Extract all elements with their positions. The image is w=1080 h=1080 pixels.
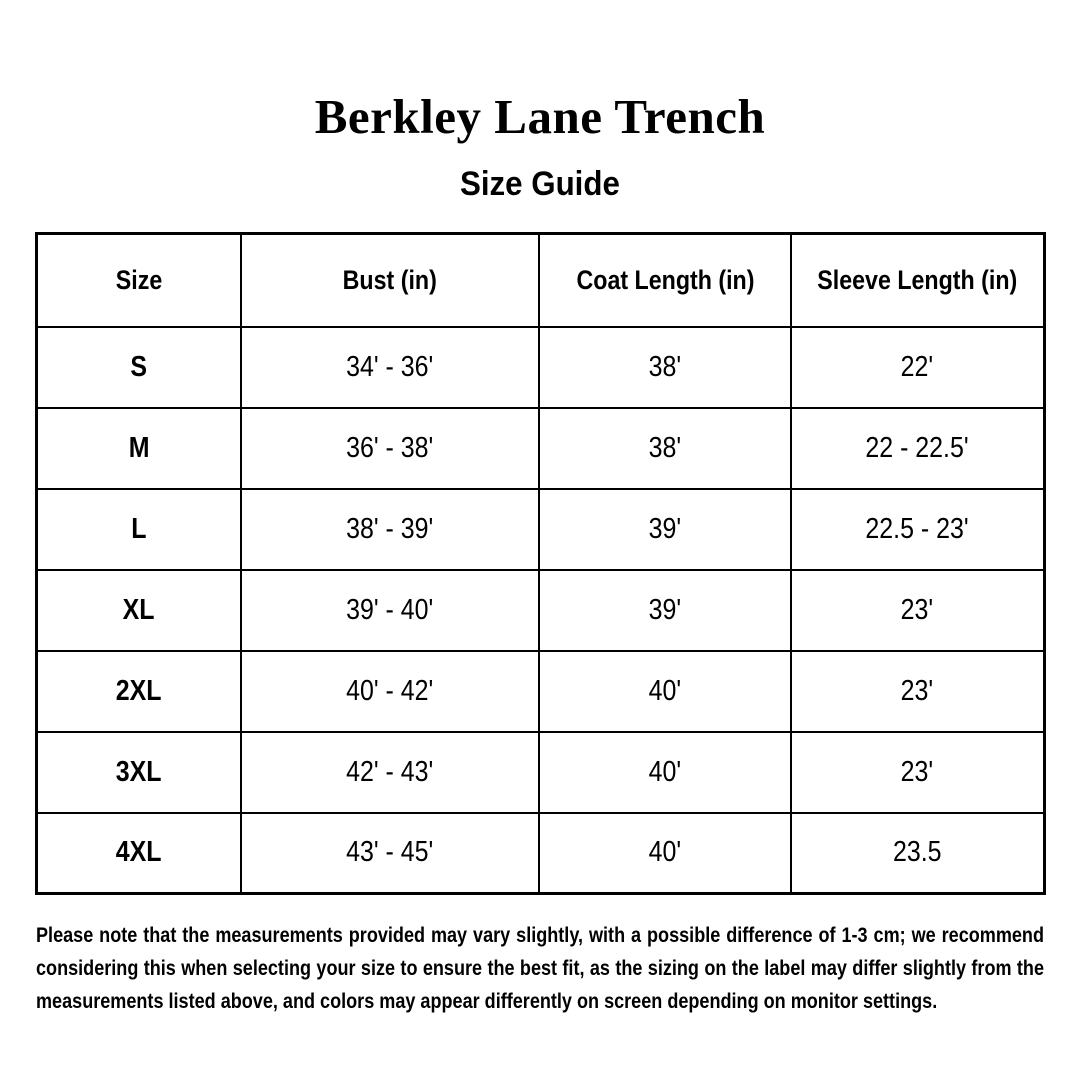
bust-value: 43' - 45'	[346, 836, 434, 869]
bust-cell	[241, 408, 539, 489]
footnote-section	[36, 919, 1044, 1018]
coat-length-value: 38'	[648, 431, 682, 464]
coat-length-cell	[539, 327, 791, 408]
bust-value: 36' - 38'	[346, 431, 434, 464]
sleeve-length-cell	[791, 327, 1044, 408]
coat-length-value: 39'	[648, 512, 682, 545]
size-guide-heading	[0, 167, 1080, 201]
sleeve-length-value: 22.5 - 23'	[865, 512, 969, 545]
sleeve-length-cell	[791, 408, 1044, 489]
size-value: XL	[122, 593, 155, 626]
size-cell	[36, 732, 241, 813]
column-header-size-label: Size	[115, 264, 162, 295]
bust-cell	[241, 570, 539, 651]
column-header-bust	[241, 234, 539, 327]
sleeve-length-cell	[791, 813, 1044, 894]
size-cell	[36, 651, 241, 732]
bust-value: 38' - 39'	[346, 512, 434, 545]
column-header-sleeve-length	[791, 234, 1044, 327]
column-header-coat-length-label: Coat Length (in)	[576, 264, 754, 295]
coat-length-value: 40'	[648, 674, 682, 707]
size-value: L	[131, 512, 147, 545]
size-value: 2XL	[115, 674, 162, 707]
bust-cell	[241, 489, 539, 570]
size-value: S	[130, 350, 148, 383]
coat-length-cell	[539, 570, 791, 651]
size-cell	[36, 570, 241, 651]
sleeve-length-cell	[791, 651, 1044, 732]
coat-length-value: 40'	[648, 755, 682, 788]
bust-value: 42' - 43'	[346, 755, 434, 788]
size-value: 4XL	[115, 836, 162, 869]
bust-cell	[241, 651, 539, 732]
coat-length-value: 40'	[648, 836, 682, 869]
product-title: Berkley Lane Trench	[314, 89, 766, 144]
sleeve-length-cell	[791, 732, 1044, 813]
sleeve-length-value: 23'	[900, 755, 934, 788]
bust-value: 40' - 42'	[346, 674, 434, 707]
coat-length-cell	[539, 732, 791, 813]
sleeve-length-cell	[791, 489, 1044, 570]
table-header-row	[36, 234, 1044, 327]
table-row-4xl	[36, 813, 1044, 894]
size-cell	[36, 408, 241, 489]
table-row-s	[36, 327, 1044, 408]
size-cell	[36, 813, 241, 894]
table-row-m	[36, 408, 1044, 489]
table-row-l	[36, 489, 1044, 570]
column-header-sleeve-length-label: Sleeve Length (in)	[817, 264, 1018, 295]
size-value: 3XL	[115, 755, 162, 788]
bust-cell	[241, 327, 539, 408]
bust-value: 34' - 36'	[346, 350, 434, 383]
coat-length-cell	[539, 651, 791, 732]
size-cell	[36, 327, 241, 408]
bust-cell	[241, 813, 539, 894]
coat-length-value: 38'	[648, 350, 682, 383]
sleeve-length-cell	[791, 570, 1044, 651]
footnote-text: Please note that the measurements provided may vary slightly, with a possible difference of 1-3 cm; we recommend considering this when selecting your size to ensure the best fit, as the sizing on the label may differ slightly from the measurements listed above, and colors may appear differently on screen depending on monitor settings.	[36, 923, 1044, 1013]
coat-length-cell	[539, 408, 791, 489]
column-header-coat-length	[539, 234, 791, 327]
coat-length-cell	[539, 813, 791, 894]
sleeve-length-value: 22'	[900, 350, 934, 383]
sleeve-length-value: 23'	[900, 674, 934, 707]
coat-length-cell	[539, 489, 791, 570]
size-cell	[36, 489, 241, 570]
size-guide-heading-text: Size Guide	[460, 165, 620, 203]
size-table	[35, 232, 1046, 895]
table-row-2xl	[36, 651, 1044, 732]
size-value: M	[128, 431, 150, 464]
table-row-xl	[36, 570, 1044, 651]
column-header-size	[36, 234, 241, 327]
coat-length-value: 39'	[648, 593, 682, 626]
column-header-bust-label: Bust (in)	[342, 264, 438, 295]
sleeve-length-value: 23'	[900, 593, 934, 626]
bust-value: 39' - 40'	[346, 593, 434, 626]
bust-cell	[241, 732, 539, 813]
sleeve-length-value: 23.5	[892, 836, 942, 869]
table-row-3xl	[36, 732, 1044, 813]
sleeve-length-value: 22 - 22.5'	[865, 431, 969, 464]
